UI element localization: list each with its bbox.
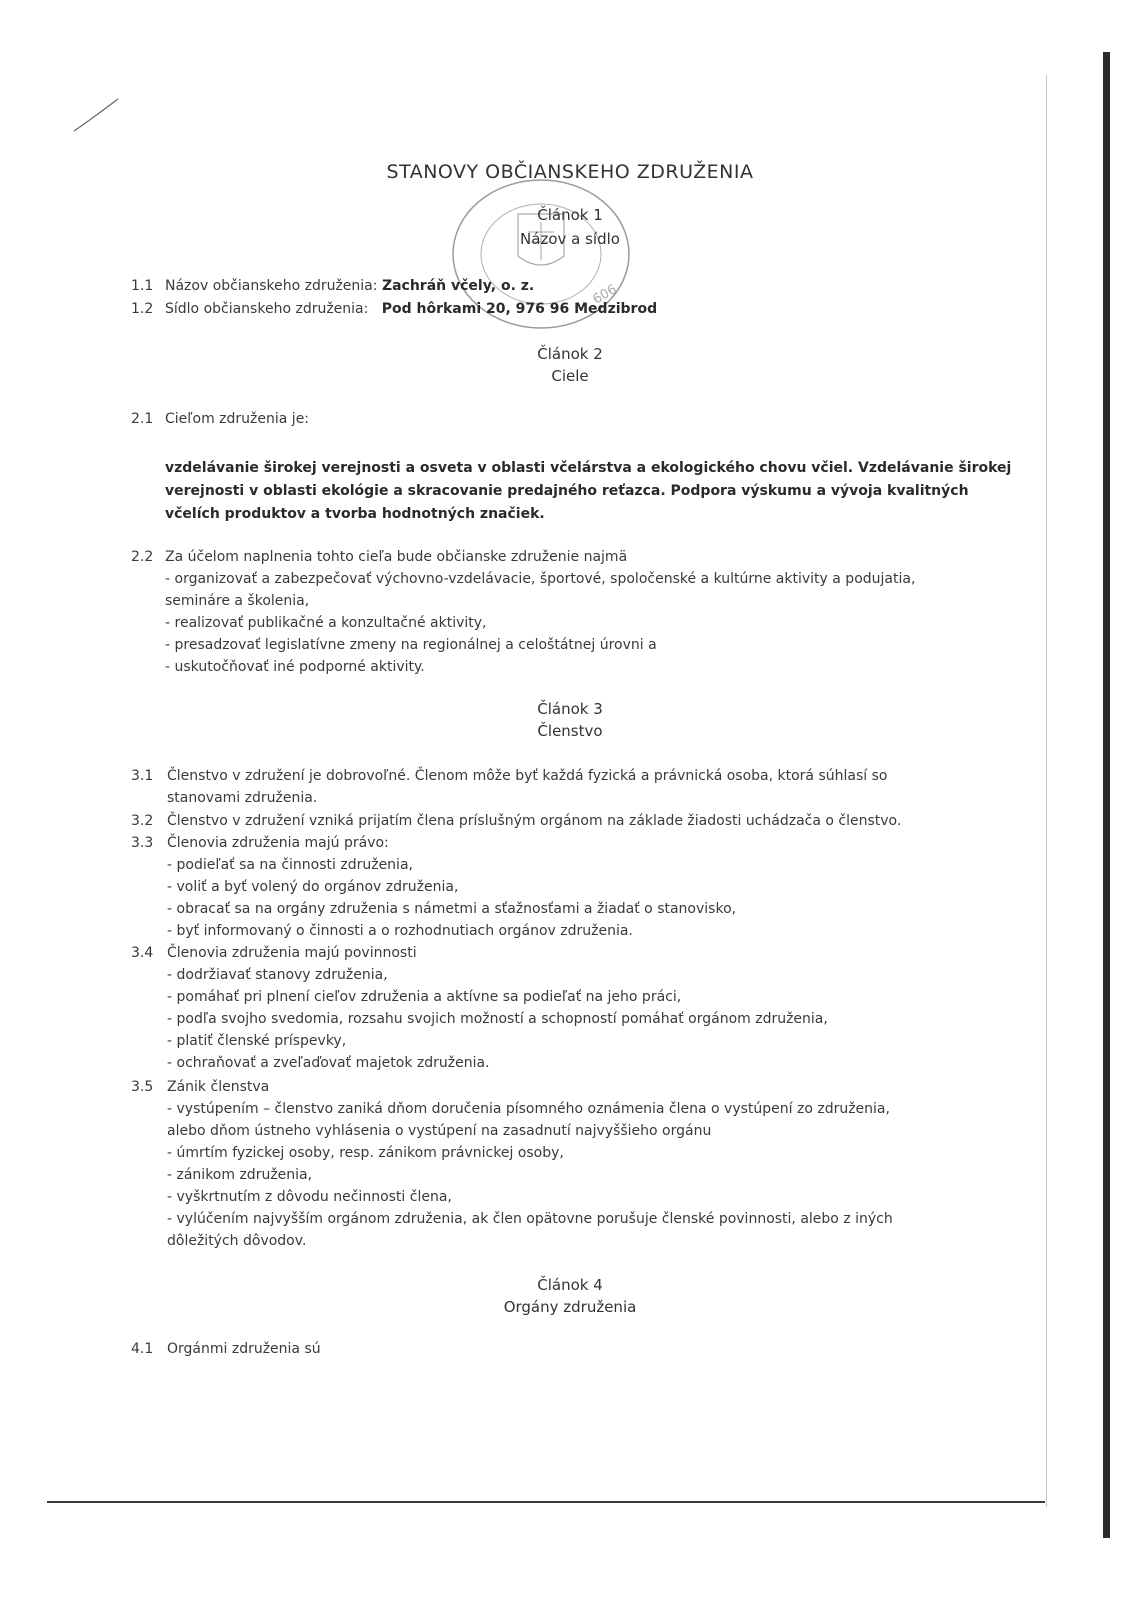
item-2-2-line: semináre a školenia, bbox=[165, 593, 310, 609]
item-number: 2.2 bbox=[131, 549, 154, 565]
item-2-2-line: - organizovať a zabezpečovať výchovno-vzdelávacie, športové, spoločenské a kultúrne aktivity a podujatia, bbox=[165, 571, 916, 587]
scan-border-right bbox=[1103, 52, 1110, 1538]
item-number: 1.2 bbox=[131, 301, 154, 317]
item-3-2-line: Členstvo v združení vzniká prijatím člena príslušným orgánom na základe žiadosti uchádzača o členstvo. bbox=[167, 813, 902, 829]
scan-line-right bbox=[1046, 75, 1047, 1507]
item-3-4-line: - dodržiavať stanovy združenia, bbox=[167, 967, 388, 983]
item-3-4-line: - platiť členské príspevky, bbox=[167, 1033, 347, 1049]
item-label: Sídlo občianskeho združenia: bbox=[165, 301, 369, 317]
item-3-3-line: - byť informovaný o činnosti a o rozhodnutiach orgánov združenia. bbox=[167, 923, 633, 939]
item-3-5-line: dôležitých dôvodov. bbox=[167, 1233, 307, 1249]
item-2-2-line: - uskutočňovať iné podporné aktivity. bbox=[165, 659, 425, 675]
item-3-3-line: - obracať sa na orgány združenia s námetmi a sťažnosťami a žiadať o stanovisko, bbox=[167, 901, 737, 917]
article-3-heading: Článok 3 bbox=[537, 700, 603, 718]
item-2-2-line: Za účelom naplnenia tohto cieľa bude občianske združenie najmä bbox=[165, 549, 628, 565]
article-1-subheading: Názov a sídlo bbox=[520, 230, 620, 248]
item-3-1-line: stanovami združenia. bbox=[167, 790, 318, 806]
item-3-3-line: - podieľať sa na činnosti združenia, bbox=[167, 857, 413, 873]
scan-line-bottom bbox=[47, 1501, 1045, 1503]
association-address: Pod hôrkami 20, 976 96 Medzibrod bbox=[381, 301, 658, 317]
item-number: 2.1 bbox=[131, 411, 154, 427]
pen-stroke-mark bbox=[72, 95, 122, 135]
item-number: 1.1 bbox=[131, 278, 154, 294]
item-4-1-label: Orgánmi združenia sú bbox=[167, 1341, 321, 1357]
item-3-5-line: - vyškrtnutím z dôvodu nečinnosti člena, bbox=[167, 1189, 452, 1205]
item-3-5-line: - úmrtím fyzickej osoby, resp. zánikom právnickej osoby, bbox=[167, 1145, 564, 1161]
svg-text:606: 606 bbox=[590, 282, 620, 308]
article-2-heading: Článok 2 bbox=[537, 345, 603, 363]
item-3-3-line: Členovia združenia majú právo: bbox=[167, 835, 389, 851]
article-4-subheading: Orgány združenia bbox=[503, 1298, 637, 1316]
item-number: 4.1 bbox=[131, 1341, 154, 1357]
item-3-3-line: - voliť a byť volený do orgánov združenia, bbox=[167, 879, 459, 895]
document-title: STANOVY OBČIANSKEHO ZDRUŽENIA bbox=[386, 161, 754, 183]
item-label: Názov občianskeho združenia: bbox=[165, 278, 378, 294]
association-name: Zachráň včely, o. z. bbox=[381, 278, 535, 294]
goal-line: vzdelávanie širokej verejnosti a osveta v oblasti včelárstva a ekologického chovu včiel. Vzdelávanie širokej bbox=[165, 460, 1012, 476]
item-3-4-line: - ochraňovať a zveľaďovať majetok združenia. bbox=[167, 1055, 490, 1071]
goal-line: včelích produktov a tvorba hodnotných značiek. bbox=[165, 506, 545, 522]
item-2-2-line: - presadzovať legislatívne zmeny na regionálnej a celoštátnej úrovni a bbox=[165, 637, 657, 653]
item-1-2 bbox=[165, 298, 657, 320]
item-3-4-line: - pomáhať pri plnení cieľov združenia a aktívne sa podieľať na jeho práci, bbox=[167, 989, 682, 1005]
item-3-4-line: - podľa svojho svedomia, rozsahu svojich možností a schopností pomáhať orgánom združenia, bbox=[167, 1011, 828, 1027]
article-3-subheading: Členstvo bbox=[537, 722, 603, 740]
item-3-5-line: - zánikom združenia, bbox=[167, 1167, 313, 1183]
item-1-1 bbox=[165, 275, 534, 297]
item-2-1-label: Cieľom združenia je: bbox=[165, 411, 310, 427]
item-number: 3.1 bbox=[131, 768, 154, 784]
item-3-4-line: Členovia združenia majú povinnosti bbox=[167, 945, 417, 961]
item-3-5-line: - vylúčením najvyšším orgánom združenia, ak člen opätovne porušuje členské povinnosti, alebo z iných bbox=[167, 1211, 893, 1227]
item-number: 3.4 bbox=[131, 945, 154, 961]
item-3-1-line: Členstvo v združení je dobrovoľné. Členom môže byť každá fyzická a právnická osoba, ktorá súhlasí so bbox=[167, 768, 888, 784]
goal-line: verejnosti v oblasti ekológie a skracovanie predajného reťazca. Podpora výskumu a vývoja kvalitných bbox=[165, 483, 969, 499]
article-2-subheading: Ciele bbox=[551, 367, 589, 385]
item-number: 3.5 bbox=[131, 1079, 154, 1095]
item-3-5-line: Zánik členstva bbox=[167, 1079, 270, 1095]
item-2-2-line: - realizovať publikačné a konzultačné aktivity, bbox=[165, 615, 487, 631]
item-3-5-line: alebo dňom ústneho vyhlásenia o vystúpení na zasadnutí najvyššieho orgánu bbox=[167, 1123, 712, 1139]
article-1-heading: Článok 1 bbox=[537, 206, 603, 224]
item-3-5-line: - vystúpením – členstvo zaniká dňom doručenia písomného oznámenia člena o vystúpení zo združenia, bbox=[167, 1101, 890, 1117]
item-number: 3.3 bbox=[131, 835, 154, 851]
article-4-heading: Článok 4 bbox=[537, 1276, 603, 1294]
item-number: 3.2 bbox=[131, 813, 154, 829]
